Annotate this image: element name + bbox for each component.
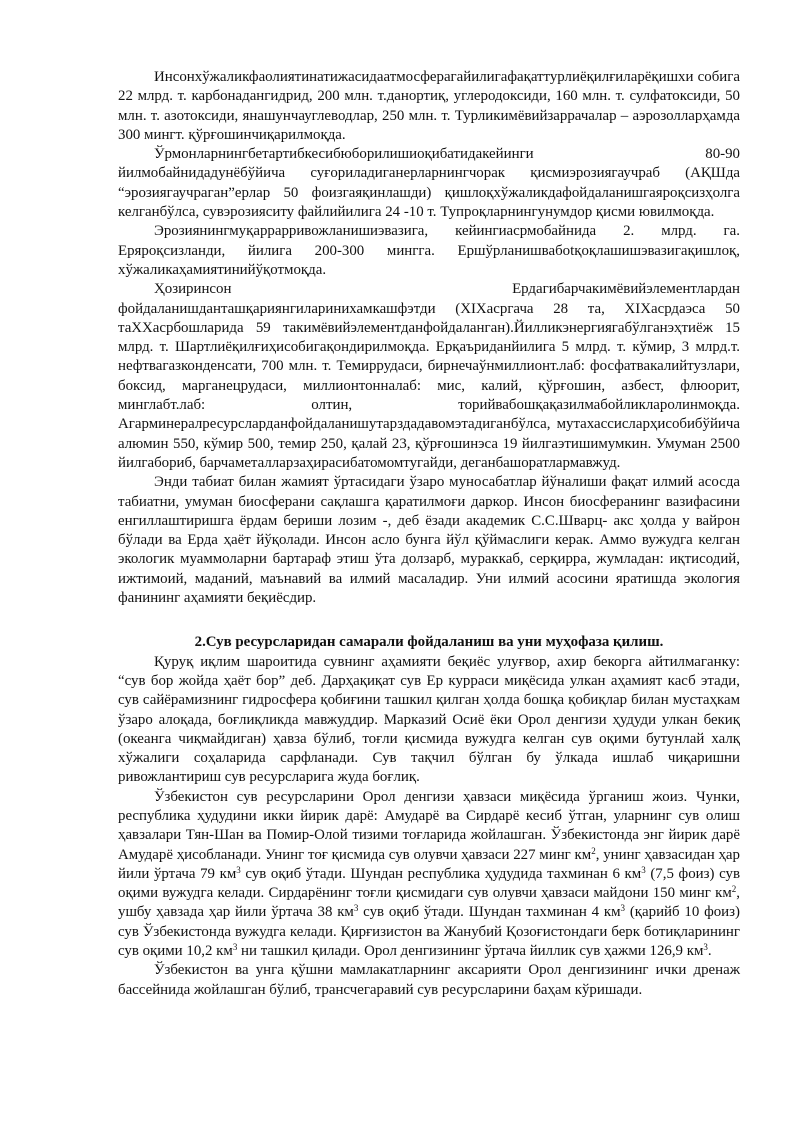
paragraph-erosion: Ўрмонларнингбетартибкесибюборилишиоқибатидакейинги 80-90 йилмобайнидадунёбўйича суғориладиганерларнингчорак қисмиэрозиягаучраб (АҚШда “эрозиягаучраган”ерлар 50 фоизгаяқинлашди) қишлоқхўжаликдафойдаланишгаяроқсизҳолга келганбўлса, сувэрозияситу файлийилига 24 -10 т. Тупроқларнингунумдор қисми ювилмоқда.: [118, 146, 740, 221]
superscript: 3: [641, 864, 646, 875]
superscript: 3: [620, 903, 626, 914]
text-run: сув оқиб ўтади. Шундан республика ҳудудида тахминан 6 км: [240, 865, 642, 882]
text-run: ни ташкил қилади. Орол денгизининг ўртача йиллик сув ҳажми 126,9 км: [237, 943, 704, 960]
superscript: 3: [236, 864, 241, 875]
superscript: 3: [353, 903, 359, 914]
text-run: .: [707, 943, 712, 960]
text-run: Ўзбекистон сув ресурсларини Орол денгизи ҳавзаси миқёсида ўрганиш жоиз. Чунки, республика ҳудудини икки йирик дарё: Амударё ва Сирдарё кесиб ўтган, уларнинг сув олиш ҳавзалари Тян-Шан ва Помир-Олой тизими тоғларида жойлашган. Ўзбекистонда энг йирик дарё Амударё ҳисобланади. Унинг тоғ қисмида сув олувчи ҳавзаси 227 минг км: [118, 788, 740, 863]
text-run: , ушбу ҳавзада ҳар йили ўртача 38 км: [118, 885, 740, 921]
superscript: 2: [591, 845, 596, 856]
section-heading-water-resources: 2.Сув ресурсларидан самарали фойдаланиш ва уни муҳофаза қилиш.: [194, 634, 664, 651]
paragraph-mineral-resources: Ҳозиринсон Ердагибарчакимёвийэлементлардан фойдаланишданташқариянгиларинихамкашфэтди (XIXасргача 28 та, XIXасрдаэса 50 таXXасрбошларида 59 такимёвийэлементданфойдаланган).Йилликэнергиягабўлганэҳтиёж 15 млрд. т. Шартлиёқилғиҳисобигақондирилмоқда. Ерқаъриданйилига 5 млрд. т. кўмир, 3 млрд.т. нефтвагазконденсати, 700 млн. т. Темиррудаси, бирнечаўнмиллионт.лаб: фосфатвакалийтузлари, боксид, марганецрудаси, миллионтонналаб: мис, калий, қўрғошин, азбест, флюорит, минглабт.лаб: олтин, торийвабошқақазилмабойликларолинмоқда. Агарминералресурсларданфойдаланишутарздадавомэтадиганбўлса, мутахассисларҳисобибўйича алюмин 550, кўмир 500, темир 250, қалай 23, қўрғошинэса 19 йилгаэтишимумкин. Умуман 2500 йилгабориб, барчаметалларзаҳирасибатомомтугайди, деганбашоратлармавжуд.: [118, 281, 740, 471]
paragraph-water-importance: Қуруқ иқлим шароитида сувнинг аҳамияти беқиёс улуғвор, ахир бекорга айтилмаганку: “сув бор жойда ҳаёт бор” деб. Дарҳақиқат сув Ер курраси миқёсида улкан аҳамият касб этади, сув сайёрамизнинг гидросфера қобиғини ташкил қилган ҳолда бошқа қобиқлар билан мустаҳкам ўзаро алоқада, боғлиқликда мавжуддир. Марказий Осиё ёки Орол денгизи ҳудуди улкан бекиқ (океанга чиқмайдиган) ҳавза бўлиб, тоғли қисмида вужудга келган сув оқими бутунлай халқ хўжалиги соҳаларида сарфланади. Сув тақчил бўлган бу ўлкада ишлаб чиқаришни ривожлантириш сув ресурсларига жуда боғлиқ.: [118, 653, 740, 786]
text-run: (7,5 фоиз) сув оқими вужудга келади. Сирдарёнинг тоғли қисмидаги сув олувчи ҳавзаси майдони 150 минг км: [118, 865, 740, 902]
text-run: (қарийб 10 фоиз) сув Ўзбекистонда вужудга келади. Қирғизистон ва Жанубий Қозоғистондаги берк ботиқларининг сув оқими 10,2 км: [118, 904, 740, 960]
paragraph-nature-society: Энди табиат билан жамият ўртасидаги ўзаро муносабатлар йўналиши фақат илмий асосда табиатни, умуман биосферани сақлашга қаратилмоғи даркор. Инсон биосферанинг вазифасини енгиллаштиришга ёрдам бериши лозим -, деб ёзади академик С.С.Шварц- акс ҳолда у вайрон бўлади ва Ерда ҳаёт йўқолади. Инсон асло бунга йўл қўймаслиги керак. Аммо вужудга келган экологик муаммоларни бартараф этиш ўта долзарб, мураккаб, серқирра, жумладан: иқтисодий, ижтимоий, маданий, маънавий ва илмий масаладир. Уни илмий асосини яратишда экология фанининг аҳамияти беқиёсдир.: [118, 474, 740, 607]
superscript: 3: [232, 942, 238, 953]
paragraph-land-degradation: Эрозиянингмуқаррарривожланишиэвазига, кейингиасрмобайнида 2. млрд. га. Еряроқсизланди, йилига 200-300 мингга. Ершўрланишвабоtқоқлашишэвазигақишлоқ, хўжаликаҳамиятинийўқотмоқда.: [118, 223, 740, 278]
paragraph-transboundary: Ўзбекистон ва унга қўшни мамлакатларнинг аксарияти Орол денгизининг ички дренаж бассейнида жойлашган бўлиб, трансчегаравий сув ресурсларини баҳам кўришади.: [118, 962, 740, 998]
text-run: сув оқиб ўтади. Шундан тахминан 4 км: [358, 904, 621, 921]
paragraph-uzbekistan-rivers: [118, 788, 740, 962]
text-run: , унинг ҳавзасидан ҳар йили ўртача 79 км: [118, 846, 740, 882]
superscript: 2: [731, 884, 737, 895]
superscript: 3: [703, 942, 708, 953]
paragraph-emissions: Инсонхўжаликфаолиятинатижасидаатмосферагайилигафақаттурлиёқилғиларёқишхи собига 22 млрд. т. карбонадангидрид, 200 млн. т.данортиқ, углеродоксиди, 160 млн. т. сулфатоксиди, 50 млн. т. азотоксиди, янашунчауглеводлар, 250 млн. т. Турликимёвийзаррачалар – аэрозолларҳамда 300 мингт. қўрғошинчиқарилмоқда.: [118, 69, 740, 143]
